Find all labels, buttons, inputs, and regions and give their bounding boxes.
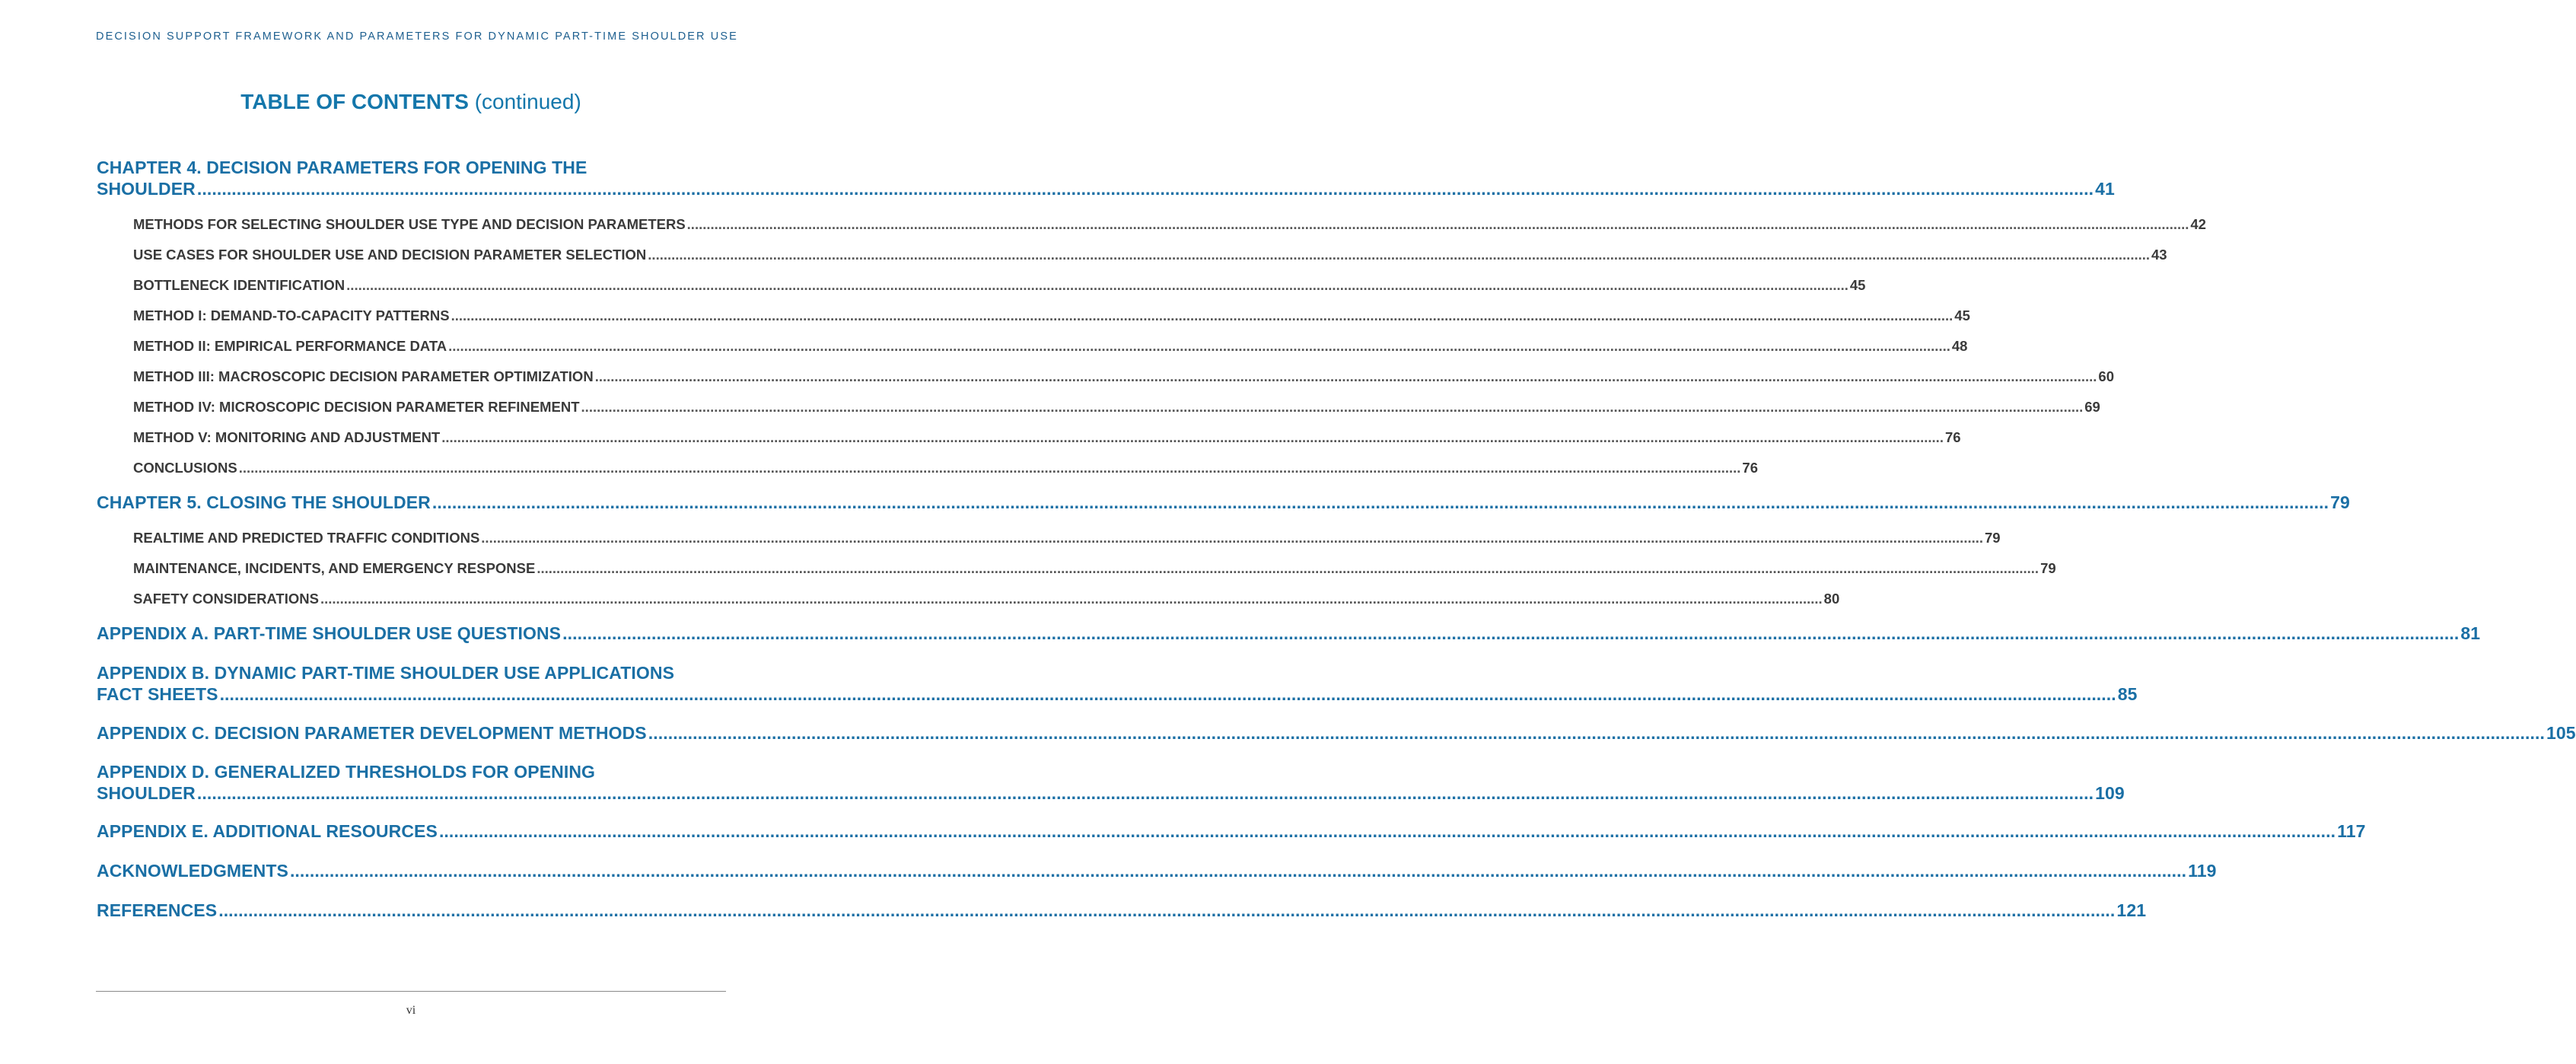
toc-entry-row — [133, 247, 2167, 263]
footer-divider — [96, 991, 726, 992]
dot-leader — [481, 530, 1983, 546]
toc-entry-label: METHOD V: MONITORING AND ADJUSTMENT — [133, 429, 441, 445]
toc-entry[interactable] — [97, 662, 2138, 705]
toc-entry-page-number: 79 — [2040, 560, 2056, 576]
toc-entry-page-number: 60 — [2098, 368, 2114, 384]
toc-entry-label: FACT SHEETS — [97, 684, 218, 704]
toc-entry[interactable] — [133, 399, 2100, 416]
toc-entry-row — [97, 492, 2350, 513]
dot-leader — [687, 216, 2189, 233]
toc-entry-label: METHOD I: DEMAND-TO-CAPACITY PATTERNS — [133, 307, 450, 323]
toc-entry-page-number: 76 — [1742, 460, 1758, 476]
toc-entry-label: METHOD II: EMPIRICAL PERFORMANCE DATA — [133, 338, 447, 354]
toc-entry-title-line: APPENDIX B. DYNAMIC PART-TIME SHOULDER USE APPLICATIONS — [97, 663, 675, 683]
toc-entry-label: ACKNOWLEDGMENTS — [97, 861, 288, 881]
toc-entry-label: BOTTLENECK IDENTIFICATION — [133, 277, 345, 293]
toc-entry-row — [133, 530, 2001, 546]
toc-entry[interactable] — [133, 429, 1961, 446]
toc-entry-row — [133, 429, 1961, 446]
dot-leader — [197, 782, 2094, 804]
toc-entry-label: CHAPTER 5. CLOSING THE SHOULDER — [97, 492, 431, 512]
toc-entry-label: METHOD III: MACROSCOPIC DECISION PARAMETER OPTIMIZATION — [133, 368, 594, 384]
toc-entry-row — [97, 820, 2366, 842]
toc-entry[interactable] — [133, 530, 2001, 546]
toc-entry[interactable] — [133, 338, 1968, 355]
toc-entry-label: APPENDIX C. DECISION PARAMETER DEVELOPMENT METHODS — [97, 723, 647, 743]
toc-entry[interactable] — [97, 820, 2366, 842]
dot-leader — [648, 247, 2150, 263]
toc-entry-row — [133, 368, 2114, 385]
toc-entry-row — [133, 277, 1866, 294]
toc-entry-row — [133, 307, 1970, 324]
toc-entry[interactable] — [133, 368, 2114, 385]
page-title — [0, 90, 822, 114]
toc-entry-page-number: 85 — [2117, 684, 2138, 704]
toc-entry-row — [133, 560, 2056, 577]
toc-entry-row — [97, 900, 2147, 921]
dot-leader — [290, 860, 2186, 881]
toc-entry-page-number: 79 — [2330, 492, 2350, 512]
dot-leader — [320, 591, 1823, 607]
dot-leader — [451, 307, 1953, 324]
dot-leader — [448, 338, 1950, 355]
toc-entry[interactable] — [97, 900, 2147, 921]
toc-entry-page-number: 43 — [2151, 247, 2167, 263]
dot-leader — [346, 277, 1848, 294]
toc-entry-label: REALTIME AND PREDICTED TRAFFIC CONDITIONS — [133, 530, 480, 546]
toc-entry-page-number: 42 — [2190, 216, 2206, 232]
toc-entry-page-number: 80 — [1823, 591, 1840, 607]
running-header: DECISION SUPPORT FRAMEWORK AND PARAMETERS FOR DYNAMIC PART-TIME SHOULDER USE — [96, 30, 738, 43]
toc-entry[interactable] — [97, 623, 2481, 644]
title-suffix: (continued) — [474, 90, 581, 113]
toc-entry[interactable] — [133, 460, 1758, 476]
dot-leader — [239, 460, 1741, 476]
dot-leader — [432, 492, 2329, 513]
toc-entry-row — [97, 683, 2138, 705]
toc-entry[interactable] — [97, 722, 2576, 744]
toc-entry-label: METHODS FOR SELECTING SHOULDER USE TYPE AND DECISION PARAMETERS — [133, 216, 686, 232]
toc-entry[interactable] — [97, 860, 2217, 881]
toc-entry-row — [97, 782, 2125, 804]
toc-entry-page-number: 121 — [2116, 900, 2147, 920]
toc-entry-label: APPENDIX A. PART-TIME SHOULDER USE QUESTIONS — [97, 623, 562, 643]
toc-entry-page-number: 45 — [1954, 307, 1970, 323]
toc-entry[interactable] — [97, 492, 2350, 513]
toc-entry[interactable] — [97, 761, 2125, 804]
dot-leader — [197, 178, 2094, 199]
toc-entry-page-number: 69 — [2084, 399, 2100, 415]
toc-entry[interactable] — [97, 157, 2115, 199]
dot-leader — [581, 399, 2084, 416]
toc-entry-label: MAINTENANCE, INCIDENTS, AND EMERGENCY RESPONSE — [133, 560, 536, 576]
dot-leader — [562, 623, 2459, 644]
toc-entry-row — [133, 399, 2100, 416]
toc-entry-row — [133, 591, 1840, 607]
toc-entry-title-line: APPENDIX D. GENERALIZED THRESHOLDS FOR OPENING — [97, 762, 596, 782]
dot-leader — [439, 820, 2336, 842]
toc-entry-title-line: CHAPTER 4. DECISION PARAMETERS FOR OPENING THE — [97, 158, 587, 177]
toc-entry-page-number: 105 — [2546, 723, 2576, 743]
dot-leader — [218, 900, 2115, 921]
toc-entry-page-number: 79 — [1985, 530, 2001, 546]
toc-entry-row — [133, 338, 1968, 355]
title-main: TABLE OF CONTENTS — [240, 90, 469, 113]
toc-entry-page-number: 117 — [2337, 821, 2366, 841]
dot-leader — [648, 722, 2545, 744]
toc-entry-row — [97, 623, 2481, 644]
dot-leader — [595, 368, 2097, 385]
toc-entry-page-number: 76 — [1944, 429, 1961, 445]
page-number: vi — [406, 1004, 416, 1017]
toc-entry[interactable] — [133, 277, 1866, 294]
toc-entry[interactable] — [133, 247, 2167, 263]
toc-entry-label: REFERENCES — [97, 900, 218, 920]
toc-entry-row — [97, 178, 2115, 199]
toc-entry-label: USE CASES FOR SHOULDER USE AND DECISION PARAMETER SELECTION — [133, 247, 647, 263]
toc-entry-row — [133, 216, 2206, 233]
dot-leader — [220, 683, 2116, 705]
toc-entry-page-number: 48 — [1951, 338, 1968, 354]
toc-entry[interactable] — [133, 216, 2206, 233]
dot-leader — [537, 560, 2039, 577]
toc-entry-row — [133, 460, 1758, 476]
toc-entry-page-number: 119 — [2188, 861, 2217, 881]
toc-entry-page-number: 109 — [2095, 783, 2125, 803]
toc-entry-row — [97, 722, 2576, 744]
toc-entry[interactable] — [133, 560, 2056, 577]
toc-entry-label: SHOULDER — [97, 783, 196, 803]
toc-entry[interactable] — [133, 307, 1970, 324]
toc-entry-label: CONCLUSIONS — [133, 460, 237, 476]
toc-entry-label: APPENDIX E. ADDITIONAL RESOURCES — [97, 821, 438, 841]
toc-entry[interactable] — [133, 591, 1840, 607]
toc-entry-page-number: 45 — [1849, 277, 1866, 293]
dot-leader — [441, 429, 1944, 446]
toc-entry-page-number: 81 — [2460, 623, 2481, 643]
toc-entry-page-number: 41 — [2095, 179, 2115, 199]
toc-entry-label: SAFETY CONSIDERATIONS — [133, 591, 319, 607]
toc-entry-label: METHOD IV: MICROSCOPIC DECISION PARAMETER REFINEMENT — [133, 399, 580, 415]
toc-entry-row — [97, 860, 2217, 881]
toc-entry-label: SHOULDER — [97, 179, 196, 199]
